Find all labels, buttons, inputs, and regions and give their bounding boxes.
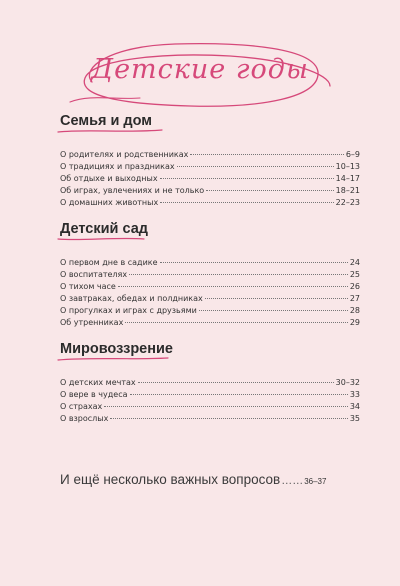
toc-item-page: 28 [349, 306, 360, 315]
section-heading [60, 341, 173, 357]
toc-extra-dots: …… [281, 475, 304, 487]
toc-item[interactable] [60, 161, 360, 173]
toc-item-label: О воспитателях [60, 270, 128, 279]
section-heading-text: Семья и дом [60, 113, 153, 129]
toc-item-page: 29 [349, 318, 360, 327]
page-title: Детские годы [91, 54, 309, 85]
toc-item-label: О вере в чудеса [60, 390, 128, 399]
section-heading [60, 221, 148, 237]
toc-item-page: 34 [349, 402, 360, 411]
toc-item-page: 10–13 [335, 162, 360, 171]
toc-item[interactable] [60, 257, 360, 269]
toc-item-label: О первом дне в садике [60, 258, 158, 267]
toc-item-page: 27 [349, 294, 360, 303]
toc-item-page: 33 [349, 390, 360, 399]
heading-underline-icon [56, 354, 172, 364]
toc-item-page: 18–21 [335, 186, 360, 195]
title-block [0, 30, 400, 120]
toc-extra-label: И ещё несколько важных вопросов [60, 472, 281, 487]
toc-list [60, 377, 360, 425]
toc-item-label: Об отдыхе и выходных [60, 174, 158, 183]
toc-item[interactable] [60, 281, 360, 293]
toc-item-label: О тихом часе [60, 282, 116, 291]
section-heading-text: Детский сад [60, 221, 148, 237]
toc-extra-page: 36–37 [304, 477, 327, 486]
toc-item[interactable] [60, 269, 360, 281]
section-worldview [60, 338, 360, 425]
toc-item-page: 35 [349, 414, 360, 423]
section-family [60, 110, 360, 209]
heading-underline-icon [56, 126, 166, 136]
toc-item[interactable] [60, 293, 360, 305]
toc-item-label: О детских мечтах [60, 378, 136, 387]
toc-list [60, 149, 360, 209]
toc-item-page: 22–23 [335, 198, 360, 207]
toc-item-label: О родителях и родственниках [60, 150, 189, 159]
toc-item-label: О взрослых [60, 414, 109, 423]
toc-extra-item[interactable] [60, 472, 360, 487]
toc-item-label: О прогулках и играх с друзьями [60, 306, 197, 315]
section-kindergarten [60, 218, 360, 329]
toc-item-label: О традициях и праздниках [60, 162, 175, 171]
toc-item-page: 14–17 [335, 174, 360, 183]
toc-item-page: 6–9 [345, 150, 360, 159]
toc-item-page: 25 [349, 270, 360, 279]
toc-item[interactable] [60, 197, 360, 209]
toc-item[interactable] [60, 413, 360, 425]
toc-item-page: 24 [349, 258, 360, 267]
toc-item[interactable] [60, 173, 360, 185]
toc-item[interactable] [60, 185, 360, 197]
toc-item-label: Об играх, увлечениях и не только [60, 186, 205, 195]
toc-item-page: 26 [349, 282, 360, 291]
toc-item[interactable] [60, 377, 360, 389]
toc-item-label: О страхах [60, 402, 103, 411]
section-heading-text: Мировоззрение [60, 341, 173, 357]
toc-item[interactable] [60, 317, 360, 329]
section-heading [60, 113, 152, 129]
toc-list [60, 257, 360, 329]
toc-item[interactable] [60, 305, 360, 317]
toc-item[interactable] [60, 149, 360, 161]
toc-item-page: 30–32 [335, 378, 360, 387]
toc-item[interactable] [60, 389, 360, 401]
heading-underline-icon [56, 234, 148, 244]
toc-item-label: Об утренниках [60, 318, 124, 327]
toc-item-label: О завтраках, обедах и полдниках [60, 294, 203, 303]
toc-item-label: О домашних животных [60, 198, 159, 207]
toc-item[interactable] [60, 401, 360, 413]
